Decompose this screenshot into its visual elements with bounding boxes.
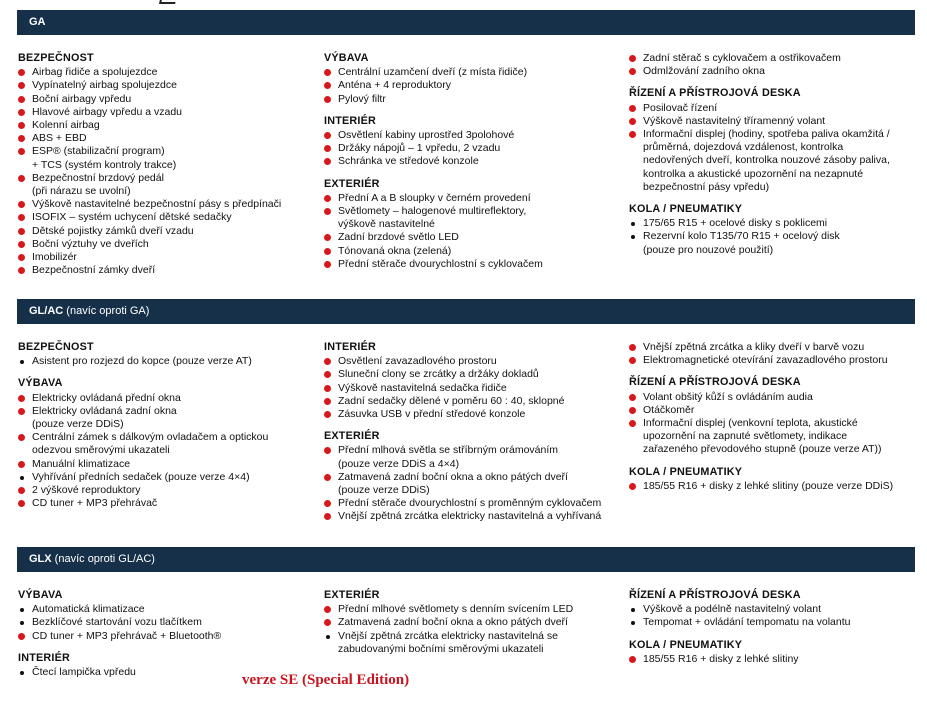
feature-text: 175/65 R15 + ocelové disky s poklicemi [643, 217, 828, 230]
feature-item-continuation [324, 643, 573, 656]
feature-text: (pouze pro nouzové použití) [643, 243, 774, 256]
feature-text: výškově nastavitelné [338, 218, 435, 231]
feature-text: kontrolka a akustické upozornění na nezapnuté [643, 167, 864, 180]
feature-text: Kolenní airbag [32, 119, 100, 132]
group-heading: ŘÍZENÍ A PŘÍSTROJOVÁ DESKA [629, 589, 801, 601]
feature-item [629, 616, 851, 629]
feature-item-continuation [18, 159, 281, 172]
feature-item [324, 616, 573, 629]
feature-text: Zadní stěrač s cyklovačem a ostřikovačem [643, 52, 841, 64]
feature-list [629, 391, 893, 457]
feature-item [324, 79, 543, 92]
feature-list [629, 480, 893, 493]
feature-text: Vyhřívání předních sedaček (pouze verze 4×4) [32, 470, 250, 483]
red-bullet-icon [629, 357, 636, 364]
feature-text: Tónovaná okna (zelená) [338, 244, 452, 257]
feature-text: průměrná, dojezdová vzdálenost, kontrolka [643, 141, 844, 154]
feature-text: Zadní brzdové světlo LED [338, 231, 459, 244]
red-bullet-icon [18, 228, 25, 235]
feature-item [324, 205, 543, 218]
black-bullet-icon [20, 621, 24, 625]
red-bullet-icon [324, 606, 331, 613]
feature-text: Bezpečnostní brzdový pedál [32, 171, 164, 184]
feature-text: ISOFIX – systém uchycení dětské sedačky [32, 211, 232, 224]
red-bullet-icon [324, 371, 331, 378]
group-heading: KOLA / PNEUMATIKY [629, 203, 743, 216]
group-heading: VÝBAVA [18, 589, 63, 601]
red-bullet-icon [18, 500, 25, 507]
red-bullet-icon [629, 394, 636, 401]
feature-text: Imobilizér [32, 251, 77, 264]
feature-item-continuation [324, 458, 601, 471]
red-bullet-icon [324, 619, 331, 626]
feature-text: Bezpečnostní zámky dveří [32, 264, 156, 277]
feature-list [324, 355, 601, 421]
feature-item-continuation [629, 154, 890, 167]
feature-item [18, 616, 221, 629]
feature-text: (pouze verze DDiS) [338, 484, 430, 497]
red-bullet-icon [324, 158, 331, 165]
section-title: GLX [29, 553, 52, 565]
feature-list [324, 603, 573, 656]
feature-item [324, 510, 601, 523]
feature-item [629, 115, 890, 128]
feature-item [629, 404, 893, 417]
feature-text: Vnější zpětná zrcátka elektricky nastavitelná a vyhřívaná [338, 510, 602, 523]
feature-item-continuation [324, 218, 543, 231]
red-bullet-icon [18, 122, 25, 129]
section-header-bar [17, 10, 915, 35]
feature-list [18, 392, 268, 511]
red-bullet-icon [324, 69, 331, 76]
feature-item [324, 368, 601, 381]
black-bullet-icon [631, 608, 635, 612]
column-2 [324, 341, 601, 524]
feature-text: Automatická klimatizace [32, 603, 145, 616]
feature-item [324, 129, 543, 142]
feature-item [324, 355, 601, 368]
red-bullet-icon [324, 248, 331, 255]
feature-list [18, 66, 281, 277]
feature-item [18, 238, 281, 251]
feature-text: zařazeného převodového stupně (pouze verze AT)) [643, 443, 882, 456]
column-2 [324, 52, 543, 271]
section-header-bar [17, 547, 915, 572]
black-bullet-icon [20, 671, 24, 675]
feature-text: Zadní sedačky dělené v poměru 60 : 40, sklopné [338, 394, 565, 407]
feature-item [18, 106, 281, 119]
feature-item [629, 102, 890, 115]
feature-list [629, 217, 890, 257]
feature-text: Zatmavená zadní boční okna a okno pátých dveří [338, 616, 568, 629]
feature-list [629, 653, 851, 666]
group-heading: BEZPEČNOST [18, 52, 94, 64]
feature-item [629, 341, 893, 354]
group-heading: EXTERIÉR [324, 177, 380, 190]
group-heading: INTERIÉR [324, 341, 376, 353]
feature-text: Vnější zpětná zrcátka a kliky dveří v barvě vozu [643, 341, 865, 353]
feature-item [18, 172, 281, 185]
feature-text: Dětské pojistky zámků dveří vzadu [32, 224, 194, 237]
feature-item [629, 603, 851, 616]
group-heading: VÝBAVA [324, 52, 369, 64]
feature-text: Elektricky ovládaná zadní okna [32, 404, 177, 417]
red-bullet-icon [18, 109, 25, 116]
feature-text: 185/55 R16 + disky z lehké slitiny [643, 652, 799, 665]
red-bullet-icon [18, 135, 25, 142]
red-bullet-icon [324, 96, 331, 103]
feature-text: Zatmavená zadní boční okna a okno pátých dveří [338, 470, 568, 483]
feature-item [18, 355, 268, 368]
red-bullet-icon [629, 407, 636, 414]
column-3 [629, 589, 851, 666]
feature-item [18, 119, 281, 132]
red-bullet-icon [18, 395, 25, 402]
feature-text: Schránka ve středové konzole [338, 155, 479, 168]
red-bullet-icon [629, 656, 636, 663]
feature-text: Výškově nastavitelné bezpečnostní pásy s předpínači [32, 198, 282, 211]
feature-item-continuation [629, 430, 893, 443]
feature-text: zabudovanými bočními směrovými ukazateli [338, 642, 544, 655]
feature-item [324, 408, 601, 421]
feature-item [324, 231, 543, 244]
feature-text: + TCS (systém kontroly trakce) [32, 158, 177, 171]
column-2 [324, 589, 573, 656]
red-bullet-icon [18, 633, 25, 640]
feature-item [18, 264, 281, 277]
feature-item [324, 66, 543, 79]
red-bullet-icon [18, 96, 25, 103]
feature-text: 185/55 R16 + disky z lehké slitiny (pouze verze DDiS) [643, 479, 894, 492]
feature-text: Výškově a podélně nastavitelný volant [643, 603, 822, 616]
feature-list [324, 129, 543, 169]
red-bullet-icon [629, 131, 636, 138]
feature-text: Přední A a B sloupky v černém provedení [338, 191, 531, 204]
feature-text: odezvou směrovými ukazateli [32, 444, 170, 457]
black-bullet-icon [631, 235, 635, 239]
group-heading: EXTERIÉR [324, 430, 380, 443]
feature-text: (pouze verze DDiS a 4×4) [338, 457, 460, 470]
feature-list [629, 603, 851, 629]
red-bullet-icon [324, 447, 331, 454]
feature-item [324, 497, 601, 510]
red-bullet-icon [629, 55, 636, 62]
group-heading: ŘÍZENÍ A PŘÍSTROJOVÁ DESKA [629, 376, 801, 389]
feature-text: Boční výztuhy ve dveřích [32, 237, 149, 250]
feature-text: Přední stěrače dvourychlostní s cyklovačem [338, 257, 543, 270]
red-bullet-icon [324, 261, 331, 268]
feature-text: nedovřených dveří, kontrolka nouzové zásoby paliva, [643, 154, 890, 167]
feature-text: (při nárazu se uvolní) [32, 185, 131, 198]
red-bullet-icon [18, 175, 25, 182]
feature-text: 2 výškové reproduktory [32, 484, 141, 497]
feature-item [18, 93, 281, 106]
red-bullet-icon [324, 474, 331, 481]
feature-text: Sluneční clony se zrcátky a držáky dokladů [338, 368, 539, 381]
feature-item [629, 52, 890, 65]
feature-text: Informační displej (venkovní teplota, akustické [643, 417, 858, 430]
feature-text: Volant obšitý kůží s ovládáním audia [643, 390, 813, 403]
feature-item [324, 258, 543, 271]
feature-list [629, 341, 893, 367]
red-bullet-icon [324, 411, 331, 418]
group-heading: INTERIÉR [18, 651, 70, 664]
feature-item [324, 444, 601, 457]
feature-item [18, 630, 221, 643]
feature-item [324, 155, 543, 168]
red-bullet-icon [18, 201, 25, 208]
feature-text: Osvětlení kabiny uprostřed 3polohové [338, 129, 515, 142]
feature-item [18, 211, 281, 224]
feature-item [18, 666, 221, 679]
feature-text: Přední mlhové světlomety s denním svícením LED [338, 603, 574, 616]
group-heading: EXTERIÉR [324, 589, 380, 601]
feature-item-continuation [324, 484, 601, 497]
feature-text: Anténa + 4 reproduktory [338, 79, 451, 92]
feature-text: Elektromagnetické otevírání zavazadlového prostoru [643, 354, 888, 367]
feature-text: ESP® (stabilizační program) [32, 145, 165, 158]
feature-text: CD tuner + MP3 přehrávač + Bluetooth® [32, 629, 222, 642]
red-bullet-icon [324, 398, 331, 405]
section-header-bar [17, 299, 915, 324]
feature-text: Informační displej (hodiny, spotřeba paliva okamžitá / [643, 128, 890, 141]
section-title: GL/AC [29, 305, 64, 317]
feature-item [629, 128, 890, 141]
feature-item [629, 217, 890, 230]
feature-item [18, 458, 268, 471]
feature-item [18, 225, 281, 238]
red-bullet-icon [629, 483, 636, 490]
special-edition-note: verze SE (Special Edition) [242, 672, 410, 688]
column-1 [18, 589, 221, 679]
feature-item [18, 79, 281, 92]
feature-item [629, 391, 893, 404]
feature-text: Asistent pro rozjezd do kopce (pouze verze AT) [32, 355, 252, 368]
feature-text: bezpečnostní pásy vpředu) [643, 180, 770, 193]
group-heading: KOLA / PNEUMATIKY [629, 638, 743, 651]
section-title: GA [29, 16, 46, 28]
red-bullet-icon [324, 82, 331, 89]
red-bullet-icon [324, 145, 331, 152]
feature-item-continuation [629, 181, 890, 194]
feature-item-continuation [629, 168, 890, 181]
group-heading: INTERIÉR [324, 114, 376, 127]
feature-item [324, 471, 601, 484]
feature-text: Otáčkoměr [643, 403, 695, 416]
feature-text: Přední mlhová světla se stříbrným orámováním [338, 444, 558, 457]
feature-list [324, 192, 543, 271]
feature-item-continuation [18, 185, 281, 198]
red-bullet-icon [18, 69, 25, 76]
red-bullet-icon [629, 420, 636, 427]
feature-item [324, 245, 543, 258]
feature-item-continuation [629, 141, 890, 154]
feature-list [324, 66, 543, 106]
red-bullet-icon [629, 344, 636, 351]
feature-item [324, 142, 543, 155]
feature-item [324, 382, 601, 395]
black-bullet-icon [20, 608, 24, 612]
feature-text: Rezervní kolo T135/70 R15 + ocelový disk [643, 230, 840, 243]
red-bullet-icon [324, 500, 331, 507]
feature-item [629, 65, 890, 78]
feature-text: Vnější zpětná zrcátka elektricky nastavitelná se [338, 629, 559, 642]
feature-item [629, 480, 893, 493]
red-bullet-icon [324, 234, 331, 241]
feature-text: Přední stěrače dvourychlostní s proměnným cyklovačem [338, 497, 602, 510]
feature-text: Odmlžování zadního okna [643, 65, 765, 78]
group-heading: ŘÍZENÍ A PŘÍSTROJOVÁ DESKA [629, 87, 801, 100]
red-bullet-icon [324, 208, 331, 215]
red-bullet-icon [18, 214, 25, 221]
feature-item [18, 198, 281, 211]
feature-item [18, 392, 268, 405]
column-3 [629, 341, 893, 493]
red-bullet-icon [18, 487, 25, 494]
section-subtitle: (navíc oproti GA) [63, 305, 150, 317]
feature-text: Výškově nastavitelný tříramenný volant [643, 114, 826, 127]
feature-item-continuation [629, 443, 893, 456]
feature-item-continuation [18, 418, 268, 431]
group-heading: VÝBAVA [18, 377, 63, 390]
feature-list [324, 444, 601, 523]
feature-text: ABS + EBD [32, 132, 87, 145]
feature-text: Hlavové airbagy vpředu a vzadu [32, 105, 183, 118]
section-subtitle: (navíc oproti GL/AC) [51, 553, 155, 565]
cropped-title-fragment [159, 0, 177, 4]
red-bullet-icon [324, 385, 331, 392]
feature-item [629, 230, 890, 243]
feature-item [324, 630, 573, 643]
feature-text: Osvětlení zavazadlového prostoru [338, 355, 497, 368]
red-bullet-icon [18, 408, 25, 415]
column-3 [629, 52, 890, 257]
red-bullet-icon [629, 68, 636, 75]
feature-item [629, 354, 893, 367]
feature-text: Bezklíčové startování vozu tlačítkem [32, 616, 202, 629]
feature-item [629, 653, 851, 666]
feature-text: Boční airbagy vpředu [32, 92, 132, 105]
feature-text: Posilovač řízení [643, 101, 718, 114]
black-bullet-icon [631, 621, 635, 625]
feature-item [18, 66, 281, 79]
red-bullet-icon [629, 105, 636, 112]
feature-item [18, 405, 268, 418]
red-bullet-icon [18, 148, 25, 155]
black-bullet-icon [326, 635, 330, 639]
red-bullet-icon [18, 267, 25, 274]
black-bullet-icon [20, 476, 24, 480]
red-bullet-icon [629, 118, 636, 125]
feature-text: Centrální uzamčení dveří (z místa řidiče) [338, 66, 528, 79]
feature-list [629, 102, 890, 194]
black-bullet-icon [631, 222, 635, 226]
feature-list [629, 52, 890, 78]
red-bullet-icon [18, 254, 25, 261]
feature-item-continuation [629, 244, 890, 257]
column-1 [18, 341, 268, 510]
feature-item [324, 93, 543, 106]
feature-text: Pylový filtr [338, 92, 386, 105]
feature-text: Držáky nápojů – 1 vpředu, 2 vzadu [338, 142, 501, 155]
feature-item [18, 145, 281, 158]
red-bullet-icon [18, 461, 25, 468]
red-bullet-icon [18, 82, 25, 89]
feature-text: Tempomat + ovládání tempomatu na volantu [643, 616, 851, 629]
feature-text: upozornění na zapnuté světlomety, indikace [643, 430, 848, 443]
red-bullet-icon [18, 434, 25, 441]
feature-item [324, 192, 543, 205]
feature-list [18, 355, 268, 368]
feature-item [324, 603, 573, 616]
feature-item [324, 395, 601, 408]
column-1 [18, 52, 281, 277]
feature-text: Světlomety – halogenové multireflektory, [338, 205, 527, 218]
feature-text: Centrální zámek s dálkovým ovladačem a optickou [32, 431, 269, 444]
feature-text: Výškově nastavitelná sedačka řidiče [338, 381, 507, 394]
feature-text: Zásuvka USB v přední středové konzole [338, 408, 526, 421]
feature-item [18, 251, 281, 264]
black-bullet-icon [20, 360, 24, 364]
feature-text: Vypínatelný airbag spolujezdce [32, 79, 177, 92]
red-bullet-icon [324, 358, 331, 365]
feature-item-continuation [18, 444, 268, 457]
group-heading: BEZPEČNOST [18, 341, 94, 353]
feature-text: (pouze verze DDiS) [32, 418, 124, 431]
red-bullet-icon [324, 132, 331, 139]
feature-text: Elektricky ovládaná přední okna [32, 391, 181, 404]
feature-text: CD tuner + MP3 přehrávač [32, 497, 158, 510]
feature-text: Airbag řidiče a spolujezdce [32, 66, 158, 79]
feature-item [18, 132, 281, 145]
red-bullet-icon [324, 195, 331, 202]
red-bullet-icon [324, 513, 331, 520]
feature-item [18, 484, 268, 497]
feature-item [18, 497, 268, 510]
group-heading: KOLA / PNEUMATIKY [629, 465, 743, 478]
feature-item [18, 603, 221, 616]
feature-item [629, 417, 893, 430]
feature-item [18, 431, 268, 444]
feature-list [18, 666, 221, 679]
feature-item [18, 471, 268, 484]
feature-text: Manuální klimatizace [32, 457, 131, 470]
feature-list [18, 603, 221, 643]
red-bullet-icon [18, 241, 25, 248]
feature-text: Čtecí lampička vpředu [32, 666, 136, 679]
